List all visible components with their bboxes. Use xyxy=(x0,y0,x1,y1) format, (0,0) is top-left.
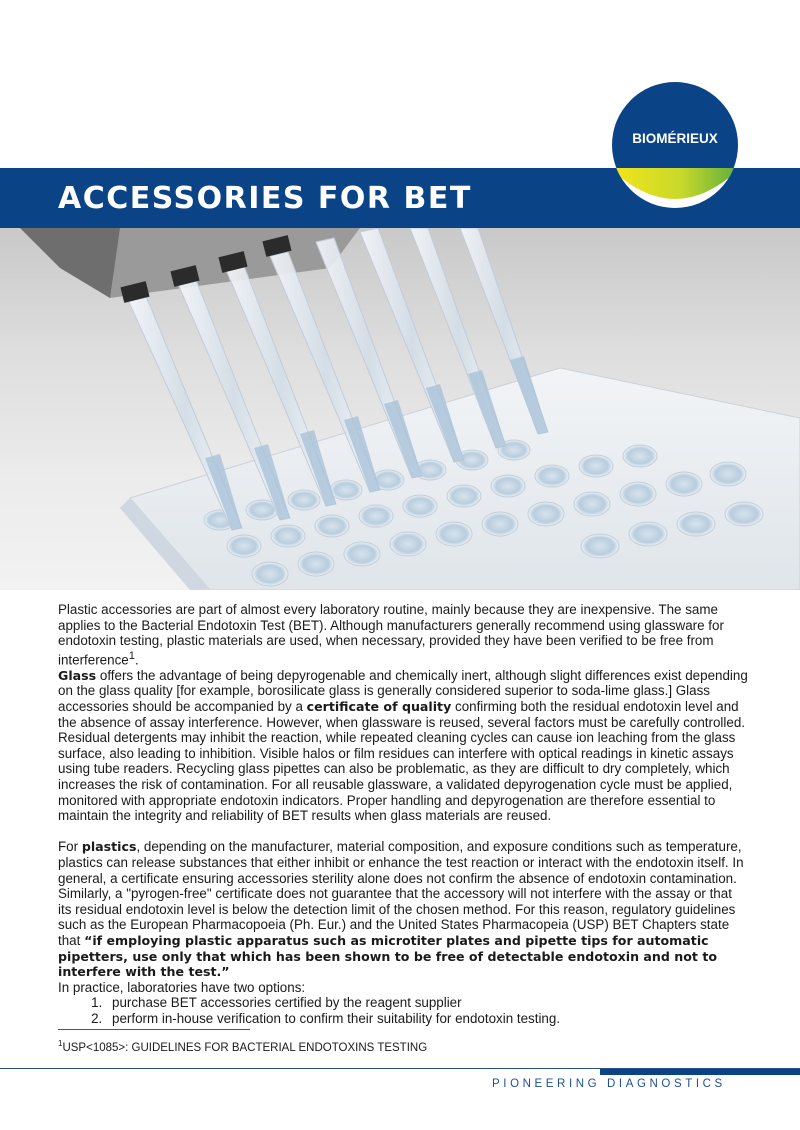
footer-tagline: PIONEERING DIAGNOSTICS xyxy=(492,1078,726,1090)
footnote: $^1$USP<1085>: GUIDELINES FOR BACTERIAL ENDOTOXINS TESTING xyxy=(58,1039,428,1054)
paragraph-glass: Glass offers the advantage of being depyrogenable and chemically inert, although slight differences exist depending on the glass quality [for example, borosilicate glass is generally considered superior to soda-lime glass.] Glass accessories should be accompanied by a certificate of quality confirming both the residual endotoxin level and the absence of assay interference. However, when glassware is reused, several factors must be carefully controlled. Residual detergents may inhibit the reaction, while repeated cleaning cycles can cause ion leaching from the glass surface, also leading to inhibition. Visible halos or film residues can interfere with optical readings in kinetic assays using tube readers. Recycling glass pipettes can also be problematic, as they are difficult to dry completely, which increases the risk of contamination. For all reusable glassware, a validated depyrogenation cycle must be applied, monitored with appropriate endotoxin indicators. Proper handling and depyrogenation are therefore essential to maintain the integrity and reliability of BET results when glass materials are reused. xyxy=(58,667,748,824)
biomerieux-logo xyxy=(612,78,738,212)
pipettes-and-microplate-photo xyxy=(0,228,800,590)
hero-photo xyxy=(0,228,800,590)
page-title: ACCESSORIES FOR BET xyxy=(58,181,472,216)
paragraph-intro: Plastic accessories are part of almost every laboratory routine, mainly because they are inexpensive. The same applies to the Bacterial Endotoxin Test (BET). Although manufacturers generally recommend using glassware for endotoxin testing, plastic materials are used, when necessary, provided they have been verified to be free from interference$^1$. xyxy=(58,602,724,668)
footnote-ref: 1 xyxy=(128,649,135,662)
article-body xyxy=(58,602,748,1027)
paragraph-options: In practice, laboratories have two options: xyxy=(58,979,306,995)
footer-accent-bar xyxy=(600,1069,800,1075)
logo-wordmark: BIOMÉRIEUX xyxy=(632,131,718,146)
paragraph-plastics: For plastics, depending on the manufacturer, material composition, and exposure conditions such as temperature, plastics can release substances that either inhibit or enhance the test reaction or interact with the endotoxin itself. In general, a certificate ensuring accessories sterility alone does not confirm the absence of endotoxin contamination. Similarly, a "pyrogen-free" certificate does not guarantee that the accessory will not interfere with the assay or that its residual endotoxin level is below the detection limit of the chosen method. For this reason, regulatory guidelines such as the European Pharmacopoeia (Ph. Eur.) and the United States Pharmacopeia (USP) BET Chapters state that “if employing plastic apparatus such as microtiter plates and pipette tips for automatic pipetters, use only that which has been shown to be free of detectable endotoxin and not to interfere with the test.” xyxy=(58,839,744,980)
list-item: 2. perform in-house verification to confirm their suitability for endotoxin testing. xyxy=(106,1011,748,1027)
footnote-divider xyxy=(58,1029,250,1030)
options-list xyxy=(58,995,748,1026)
regulatory-quote: “if employing plastic apparatus such as microtiter plates and pipette tips for automatic pipetters, use only that which has been shown to be free of detectable endotoxin and not to interfere with the test.” xyxy=(58,932,717,980)
list-item: 1. purchase BET accessories certified by the reagent supplier xyxy=(106,995,748,1011)
